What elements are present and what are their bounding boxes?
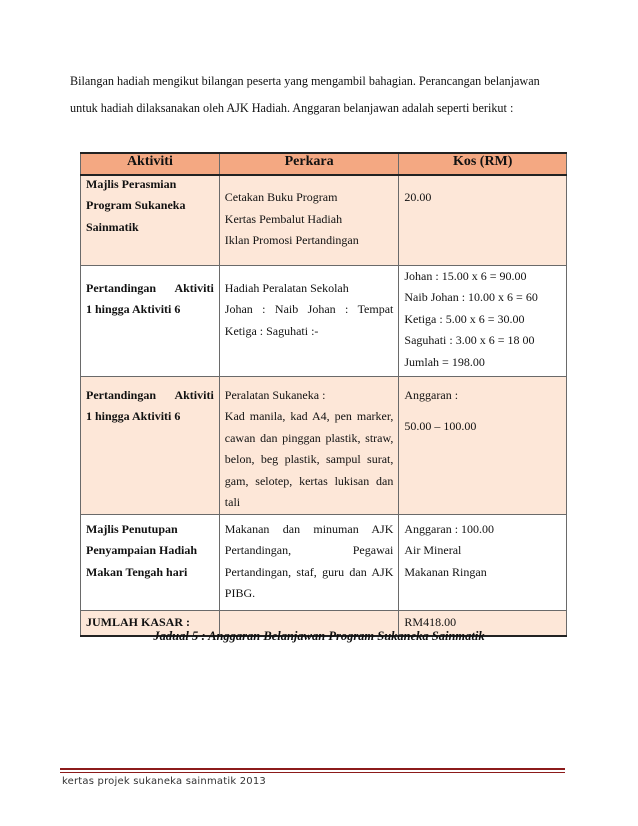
cell-perkara: Makanan dan minuman AJK Pertandingan, Pegawai Pertandingan, staf, guru dan AJK PIBG. (219, 514, 399, 610)
table-row (81, 514, 567, 610)
cell-perkara: Peralatan Sukaneka : Kad manila, kad A4, pen marker, cawan dan pinggan plastik, straw, belon, beg plastik, sampul surat, gam, selotep, kertas lukisan dan tali (219, 376, 399, 514)
cell-aktiviti: Pertandingan Aktiviti 1 hingga Aktiviti 6 (81, 265, 220, 376)
cell-aktiviti: Majlis Perasmian Program Sukaneka Sainmatik (81, 175, 220, 265)
table-row (81, 376, 567, 514)
cell-kos: Anggaran : 50.00 – 100.00 (399, 376, 567, 514)
cell-aktiviti: Pertandingan Aktiviti 1 hingga Aktiviti 6 (81, 376, 220, 514)
intro-line: untuk hadiah dilaksanakan oleh AJK Hadiah. Anggaran belanjawan adalah seperti berikut : (70, 101, 514, 115)
cell-kos: Johan : 15.00 x 6 = 90.00 Naib Johan : 10.00 x 6 = 60 Ketiga : 5.00 x 6 = 30.00 Saguhati : 3.00 x 6 = 18 00 Jumlah = 198.00 (399, 265, 567, 376)
cell-perkara: Cetakan Buku Program Kertas Pembalut Hadiah Iklan Promosi Pertandingan (219, 175, 399, 265)
table-header-row (81, 153, 567, 175)
header-aktiviti: Aktiviti (81, 153, 220, 175)
cell-kos: 20.00 (399, 175, 567, 265)
budget-table (80, 152, 567, 637)
intro-paragraph (70, 68, 570, 122)
footer-rule (60, 768, 565, 770)
header-perkara: Perkara (219, 153, 399, 175)
cell-kos: Anggaran : 100.00 Air Mineral Makanan Ringan (399, 514, 567, 610)
cell-perkara: Hadiah Peralatan Sekolah Johan : Naib Johan : Tempat Ketiga : Saguhati :- (219, 265, 399, 376)
total-value: RM418.00 (399, 610, 567, 636)
footer-rule (60, 772, 565, 773)
table-row (81, 265, 567, 376)
table-row (81, 175, 567, 265)
cell-aktiviti: Majlis Penutupan Penyampaian Hadiah Makan Tengah hari (81, 514, 220, 610)
header-kos: Kos (RM) (399, 153, 567, 175)
table-caption: Jadual 5 : Anggaran Belanjawan Program Sukaneka Sainmatik (153, 629, 485, 643)
intro-line: Bilangan hadiah mengikut bilangan peserta yang mengambil bahagian. Perancangan belanjawan (70, 74, 540, 88)
page-footer: kertas projek sukaneka sainmatik 2013 (62, 776, 266, 787)
total-label: JUMLAH KASAR : (81, 610, 220, 636)
